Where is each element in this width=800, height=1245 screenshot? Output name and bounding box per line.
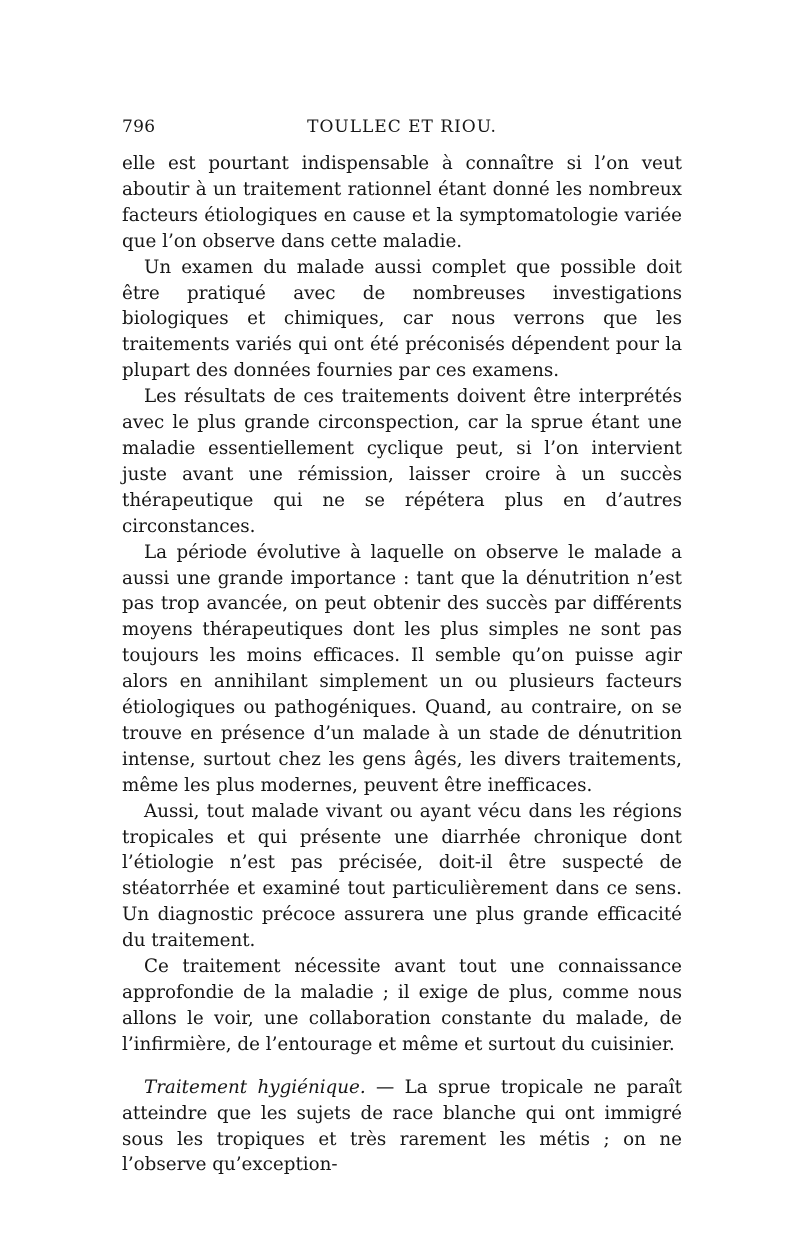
section-heading: Traitement hygiénique. xyxy=(144,1076,366,1098)
paragraph: Les résultats de ces traitements doivent être interprétés avec le plus grande circonspection, car la sprue étant une maladie essentiellement cyclique peut, si l’on intervient juste avant une rémission, laisser croire à un succès thérapeutique qui ne se répétera plus en d’autres circonstances. xyxy=(122,386,682,537)
body-text xyxy=(122,151,682,1178)
running-header xyxy=(122,117,682,143)
running-title: TOULLEC ET RIOU. xyxy=(307,117,497,137)
paragraph: Aussi, tout malade vivant ou ayant vécu dans les régions tropicales et qui présente une diarrhée chronique dont l’étiologie n’est pas précisée, doit-il être suspecté de stéatorrhée et examiné tout particulièrement dans ce sens. Un diagnostic précoce assurera une plus grande efficacité du traitement. xyxy=(122,800,682,952)
paragraph: Un examen du malade aussi complet que possible doit être pratiqué avec de nombreuses investigations biologiques et chimiques, car nous verrons que les traitements variés qui ont été préconisés dépendent pour la plupart des données fournies par ces examens. xyxy=(122,256,682,382)
section-paragraph xyxy=(122,1075,682,1179)
page-number: 796 xyxy=(122,117,156,137)
paragraph: La période évolutive à laquelle on observe le malade a aussi une grande importance : tant que la dénutrition n’est pas trop avancée, on peut obtenir des succès par différents moyens thérapeutiques dont les plus simples ne sont pas toujours les moins efficaces. Il semble qu’on puisse agir alors en annihilant simplement un ou plusieurs facteurs étiologiques ou pathogéniques. Quand, au contraire, on se trouve en présence d’un malade à un stade de dénutrition intense, surtout chez les gens âgés, les divers traitements, même les plus modernes, peuvent être inefficaces. xyxy=(122,541,682,796)
paragraph-continued: elle est pourtant indispensable à connaître si l’on veut aboutir à un traitement rationnel étant donné les nombreux facteurs étiologiques en cause et la symptomatologie variée que l’on observe dans cette maladie. xyxy=(122,153,682,252)
section-text: — La sprue tropicale ne paraît atteindre que les sujets de race blanche qui ont immigré sous les tropiques et très rarement les métis ; on ne l’observe qu’exception- xyxy=(122,1076,682,1176)
paragraph: Ce traitement nécessite avant tout une connaissance approfondie de la maladie ; il exige de plus, comme nous allons le voir, une collaboration constante du malade, de l’infirmière, de l’entourage et même et surtout du cuisinier. xyxy=(122,956,682,1055)
